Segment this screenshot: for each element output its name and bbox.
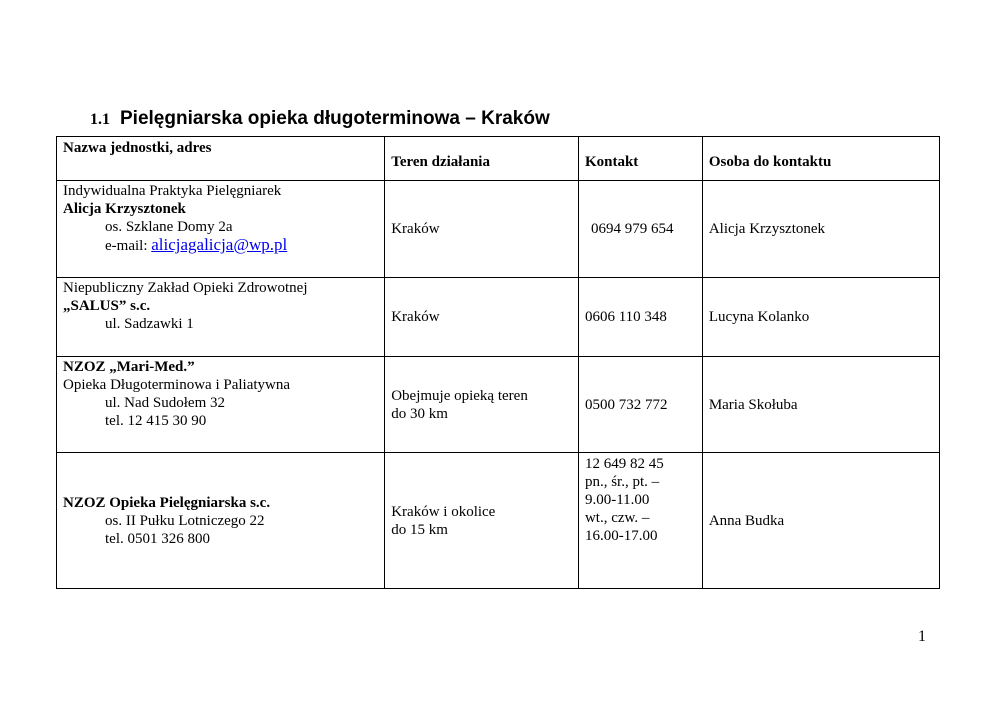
unit-contact-person: Maria Skołuba — [702, 357, 939, 453]
unit-email-line — [63, 236, 378, 255]
header-name-address: Nazwa jednostki, adres — [57, 137, 385, 181]
table-header-row — [57, 137, 940, 181]
unit-name-bold: Alicja Krzysztonek — [63, 201, 186, 217]
unit-name-bold: „SALUS” s.c. — [63, 298, 151, 314]
contact-line: pn., śr., pt. – — [584, 474, 660, 490]
unit-name-bold: NZOZ „Mari-Med.” — [63, 359, 195, 375]
unit-contact-person: Lucyna Kolanko — [702, 278, 939, 357]
unit-name-bold: NZOZ Opieka Pielęgniarska s.c. — [63, 495, 271, 511]
contact-line: 16.00-17.00 — [584, 528, 658, 544]
unit-name: Indywidualna Praktyka Pielęgniarek — [63, 183, 282, 199]
unit-area: Kraków — [385, 278, 579, 357]
contact-line: wt., czw. – — [584, 510, 650, 526]
unit-address: os. Szklane Domy 2a — [105, 219, 233, 235]
section-heading — [90, 108, 550, 130]
unit-name-address — [57, 453, 385, 589]
unit-phone: tel. 12 415 30 90 — [105, 413, 207, 429]
header-contact-person: Osoba do kontaktu — [702, 137, 939, 181]
header-contact: Kontakt — [578, 137, 702, 181]
unit-name-address — [57, 357, 385, 453]
unit-area — [385, 453, 579, 589]
unit-area: Kraków — [385, 181, 579, 278]
unit-address: ul. Sadzawki 1 — [105, 316, 194, 332]
unit-area-line: Obejmuje opieką teren — [391, 387, 528, 404]
unit-contact: 0606 110 348 — [578, 278, 702, 357]
unit-area — [385, 357, 579, 453]
unit-area-line: do 15 km — [391, 521, 448, 538]
unit-contact: 0500 732 772 — [578, 357, 702, 453]
unit-area-line: Kraków i okolice — [391, 503, 496, 520]
unit-name: Opieka Długoterminowa i Paliatywna — [63, 377, 291, 393]
header-area: Teren działania — [385, 137, 579, 181]
unit-contact-person: Alicja Krzysztonek — [702, 181, 939, 278]
unit-phone: tel. 0501 326 800 — [105, 531, 210, 547]
page-number: 1 — [918, 628, 926, 645]
unit-address: os. II Pułku Lotniczego 22 — [105, 513, 265, 529]
contact-line: 9.00-11.00 — [584, 492, 650, 508]
unit-name-address — [57, 181, 385, 278]
section-number: 1.1 — [90, 111, 110, 128]
unit-contact-person: Anna Budka — [702, 453, 939, 589]
section-title: Pielęgniarska opieka długoterminowa – Kraków — [120, 108, 550, 129]
table-row — [57, 357, 940, 453]
unit-area-line: do 30 km — [391, 405, 448, 422]
unit-contact: 0694 979 654 — [578, 181, 702, 278]
unit-name: Niepubliczny Zakład Opieki Zdrowotnej — [63, 280, 308, 296]
unit-contact — [578, 453, 702, 589]
email-label: e-mail: — [105, 238, 152, 254]
table-row — [57, 453, 940, 589]
care-providers-table — [56, 136, 940, 589]
contact-line: 12 649 82 45 — [584, 456, 664, 472]
table-row — [57, 181, 940, 278]
unit-name-address — [57, 278, 385, 357]
email-link[interactable]: alicjagalicja@wp.pl — [151, 235, 288, 254]
unit-address: ul. Nad Sudołem 32 — [105, 395, 225, 411]
table-row — [57, 278, 940, 357]
